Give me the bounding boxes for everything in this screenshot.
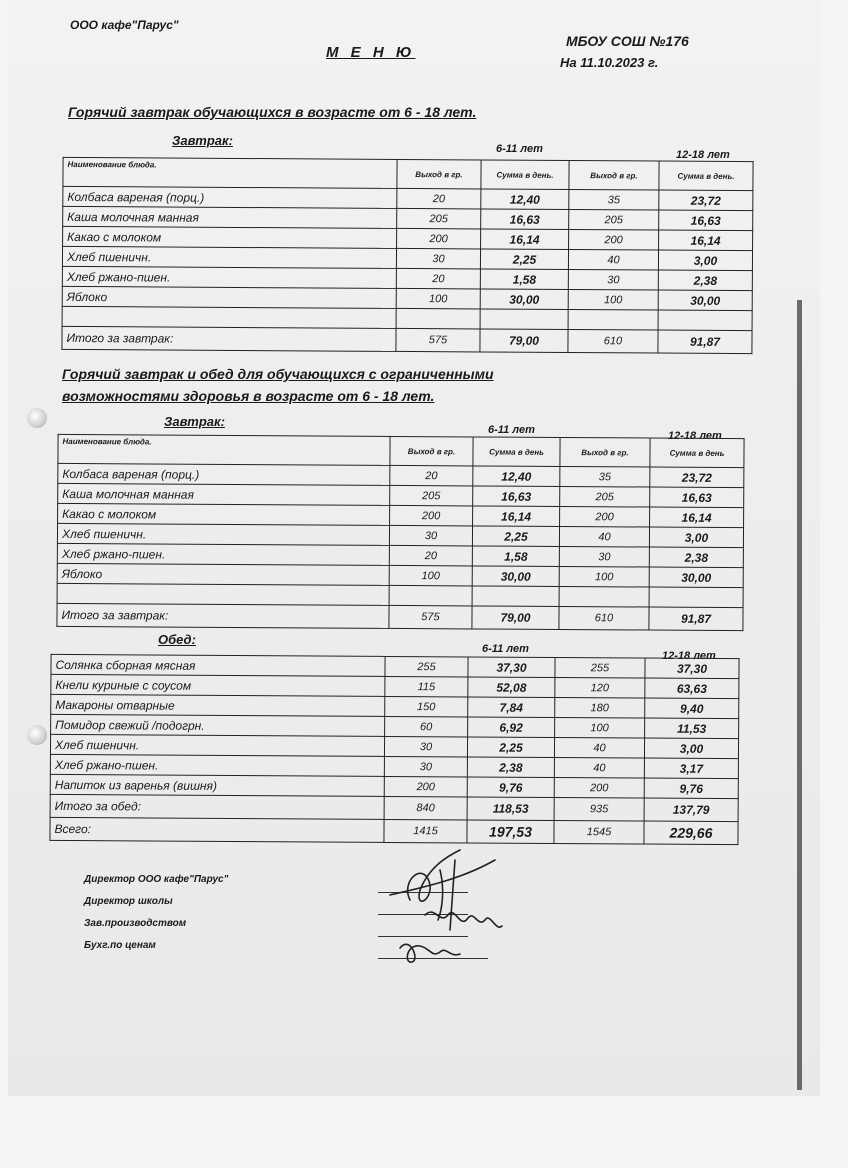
footer-director-school: Директор школы — [84, 896, 173, 907]
dish-name: Яблоко — [57, 563, 389, 585]
yield-a: 20 — [389, 545, 472, 566]
punch-hole — [27, 408, 47, 428]
yield-b: 40 — [568, 249, 658, 270]
yield-b: 200 — [569, 229, 659, 250]
sum-a: 12,40 — [473, 466, 560, 487]
section2-table — [56, 434, 744, 631]
yield-b: 120 — [555, 677, 645, 698]
sum-a: 16,63 — [473, 486, 560, 507]
yield-b: 205 — [560, 486, 650, 507]
footer-accountant: Бухг.по ценам — [84, 940, 156, 951]
sum-a: 2,38 — [467, 757, 554, 778]
section1-table — [61, 157, 753, 354]
sum-b: 30,00 — [649, 567, 743, 588]
sum-b: 3,00 — [644, 738, 738, 759]
yield-b: 180 — [555, 697, 645, 718]
sum-a: 1,58 — [480, 269, 568, 290]
dish-name: Какао с молоком — [63, 226, 397, 248]
yield-a: 30 — [384, 756, 467, 777]
lunch-age-group-a: 6-11 лет — [482, 643, 529, 655]
footer-director-cafe: Директор ООО кафе"Парус" — [84, 874, 229, 885]
sum-b: 3,00 — [649, 527, 743, 548]
sum-a: 1,58 — [472, 546, 559, 567]
total-yield-a: 575 — [389, 605, 472, 629]
dish-name: Какао с молоком — [58, 503, 390, 525]
col-header-sum-b: Сумма в день — [650, 438, 744, 468]
total-sum-a: 79,00 — [472, 606, 559, 630]
sum-b: 2,38 — [649, 547, 743, 568]
total-label: Итого за обед: — [50, 794, 384, 819]
sum-a: 2,25 — [467, 737, 554, 758]
sum-b: 2,38 — [658, 270, 752, 291]
sum-a: 16,63 — [481, 209, 569, 230]
yield-a: 30 — [389, 525, 472, 546]
grand-sum-b: 229,66 — [644, 821, 738, 845]
yield-b: 35 — [569, 189, 659, 210]
yield-a: 150 — [385, 696, 468, 717]
yield-b: 40 — [554, 737, 644, 758]
sum-a: 16,14 — [473, 506, 560, 527]
sum-b: 63,63 — [645, 678, 739, 699]
dish-name: Хлеб ржано-пшен. — [57, 543, 389, 565]
col-header-sum: Сумма в день. — [481, 160, 569, 190]
section2-age-group-a: 6-11 лет — [488, 424, 535, 436]
yield-a: 200 — [397, 228, 481, 249]
sum-a: 30,00 — [472, 566, 559, 587]
sum-a: 6,92 — [468, 717, 555, 738]
yield-b: 205 — [569, 209, 659, 230]
yield-b: 255 — [555, 657, 645, 678]
yield-a: 200 — [384, 776, 467, 797]
dish-name: Солянка сборная мясная — [51, 654, 385, 676]
yield-a: 100 — [389, 565, 472, 586]
section1-title: Горячий завтрак обучающихся в возрасте от 6 - 18 лет. — [68, 104, 477, 120]
sum-a: 2,25 — [472, 526, 559, 547]
sum-a: 7,84 — [468, 697, 555, 718]
total-row — [57, 603, 743, 630]
yield-a: 30 — [396, 248, 480, 269]
col-header-yield-b: Выход в гр. — [569, 160, 659, 190]
table-header-row — [63, 157, 753, 190]
sum-b: 9,76 — [644, 778, 738, 799]
grand-sum-a: 197,53 — [467, 820, 554, 844]
sum-b: 30,00 — [658, 290, 752, 311]
sum-a: 16,14 — [481, 229, 569, 250]
section1-age-group-b: 12-18 лет — [676, 149, 730, 161]
yield-a: 60 — [385, 716, 468, 737]
yield-a: 115 — [385, 676, 468, 697]
dish-name: Кнели куриные с соусом — [51, 674, 385, 696]
menu-date: На 11.10.2023 г. — [560, 55, 659, 70]
dish-name: Колбаса вареная (порц.) — [63, 186, 397, 208]
total-yield-b: 610 — [568, 329, 658, 353]
yield-b: 40 — [559, 526, 649, 547]
sum-a: 12,40 — [481, 189, 569, 210]
col-header-sum: Сумма в день — [473, 437, 560, 467]
yield-a: 255 — [385, 656, 468, 677]
yield-b: 200 — [560, 506, 650, 527]
handwritten-signatures — [370, 840, 520, 970]
yield-a: 200 — [390, 505, 473, 526]
sum-b: 16,14 — [659, 230, 753, 251]
footer-production-head: Зав.производством — [84, 918, 187, 929]
sum-b: 37,30 — [645, 658, 739, 679]
col-header-name: Наименование блюда. — [58, 434, 390, 465]
yield-b: 40 — [554, 757, 644, 778]
yield-a: 100 — [396, 288, 480, 309]
grand-total-label: Всего: — [50, 817, 384, 842]
yield-b: 30 — [568, 269, 658, 290]
col-header-yield: Выход в гр. — [390, 436, 473, 466]
grand-yield-a: 1415 — [384, 819, 467, 843]
punch-hole — [27, 725, 47, 745]
dish-name: Хлеб ржано-пшен. — [50, 754, 384, 776]
dish-name: Колбаса вареная (порц.) — [58, 463, 390, 485]
sum-a: 52,08 — [468, 677, 555, 698]
section1-meal-label: Завтрак: — [172, 133, 233, 148]
sum-b: 3,00 — [658, 250, 752, 271]
sum-a: 37,30 — [468, 657, 555, 678]
sum-a: 2,25 — [480, 249, 568, 270]
total-row — [62, 326, 752, 353]
section2-title-line1: Горячий завтрак и обед для обучающихся с ограниченными — [62, 366, 494, 382]
company-name: ООО кафе"Парус" — [70, 18, 179, 32]
sum-b: 3,17 — [644, 758, 738, 779]
sum-b: 23,72 — [659, 190, 753, 211]
col-header-name: Наименование блюда. — [63, 157, 397, 188]
dish-name: Яблоко — [62, 286, 396, 308]
yield-b: 30 — [559, 546, 649, 567]
page-title: М Е Н Ю — [326, 44, 416, 61]
dish-name: Макароны отварные — [51, 694, 385, 716]
yield-b: 100 — [568, 289, 658, 310]
yield-a: 30 — [384, 736, 467, 757]
sum-b: 16,63 — [659, 210, 753, 231]
sum-b: 16,14 — [650, 507, 744, 528]
sum-b: 23,72 — [650, 467, 744, 488]
school-name: МБОУ СОШ №176 — [566, 33, 689, 49]
sum-b: 9,40 — [645, 698, 739, 719]
dish-name: Каша молочная манная — [58, 483, 390, 505]
yield-a: 20 — [390, 465, 473, 486]
lunch-table — [49, 654, 739, 845]
dish-name: Хлеб пшеничн. — [50, 734, 384, 756]
dish-name: Хлеб пшеничн. — [62, 246, 396, 268]
total-yield-a: 575 — [396, 328, 480, 352]
table-header-row — [58, 434, 744, 467]
yield-a: 205 — [390, 485, 473, 506]
total-sum-a: 118,53 — [467, 797, 554, 821]
section2-age-group-b: 12-18 лет — [668, 430, 722, 442]
total-sum-b: 91,87 — [649, 607, 743, 631]
yield-b: 200 — [554, 777, 644, 798]
dish-name: Хлеб ржано-пшен. — [62, 266, 396, 288]
lunch-meal-label: Обед: — [158, 632, 196, 647]
yield-a: 20 — [397, 188, 481, 209]
total-yield-b: 935 — [554, 797, 644, 821]
col-header-yield-b: Выход в гр. — [560, 437, 650, 467]
lunch-age-group-b: 12-18 лет — [662, 650, 716, 662]
grand-yield-b: 1545 — [554, 820, 644, 844]
yield-b: 100 — [555, 717, 645, 738]
dish-name: Каша молочная манная — [63, 206, 397, 228]
yield-a: 205 — [397, 208, 481, 229]
col-header-yield: Выход в гр. — [397, 159, 481, 189]
total-sum-a: 79,00 — [480, 329, 568, 353]
yield-b: 100 — [559, 566, 649, 587]
col-header-sum-b: Сумма в день. — [659, 161, 753, 191]
total-yield-b: 610 — [559, 606, 649, 630]
dish-name: Помидор свежий /подогрн. — [51, 714, 385, 736]
total-sum-b: 137,79 — [644, 798, 738, 822]
page-edge-shadow — [797, 300, 802, 1090]
total-label: Итого за завтрак: — [57, 603, 389, 628]
yield-b: 35 — [560, 466, 650, 487]
sum-b: 11,53 — [645, 718, 739, 739]
sum-a: 30,00 — [480, 289, 568, 310]
sum-b: 16,63 — [650, 487, 744, 508]
sum-a: 9,76 — [467, 777, 554, 798]
dish-name: Напиток из варенья (вишня) — [50, 774, 384, 796]
total-label: Итого за завтрак: — [62, 326, 396, 351]
total-yield-a: 840 — [384, 796, 467, 820]
dish-name: Хлеб пшеничн. — [57, 523, 389, 545]
yield-a: 20 — [396, 268, 480, 289]
section2-title-line2: возможностями здоровья в возрасте от 6 - 18 лет. — [62, 388, 435, 404]
section2-meal-label: Завтрак: — [164, 414, 225, 429]
total-sum-b: 91,87 — [658, 330, 752, 354]
section1-age-group-a: 6-11 лет — [496, 143, 543, 155]
